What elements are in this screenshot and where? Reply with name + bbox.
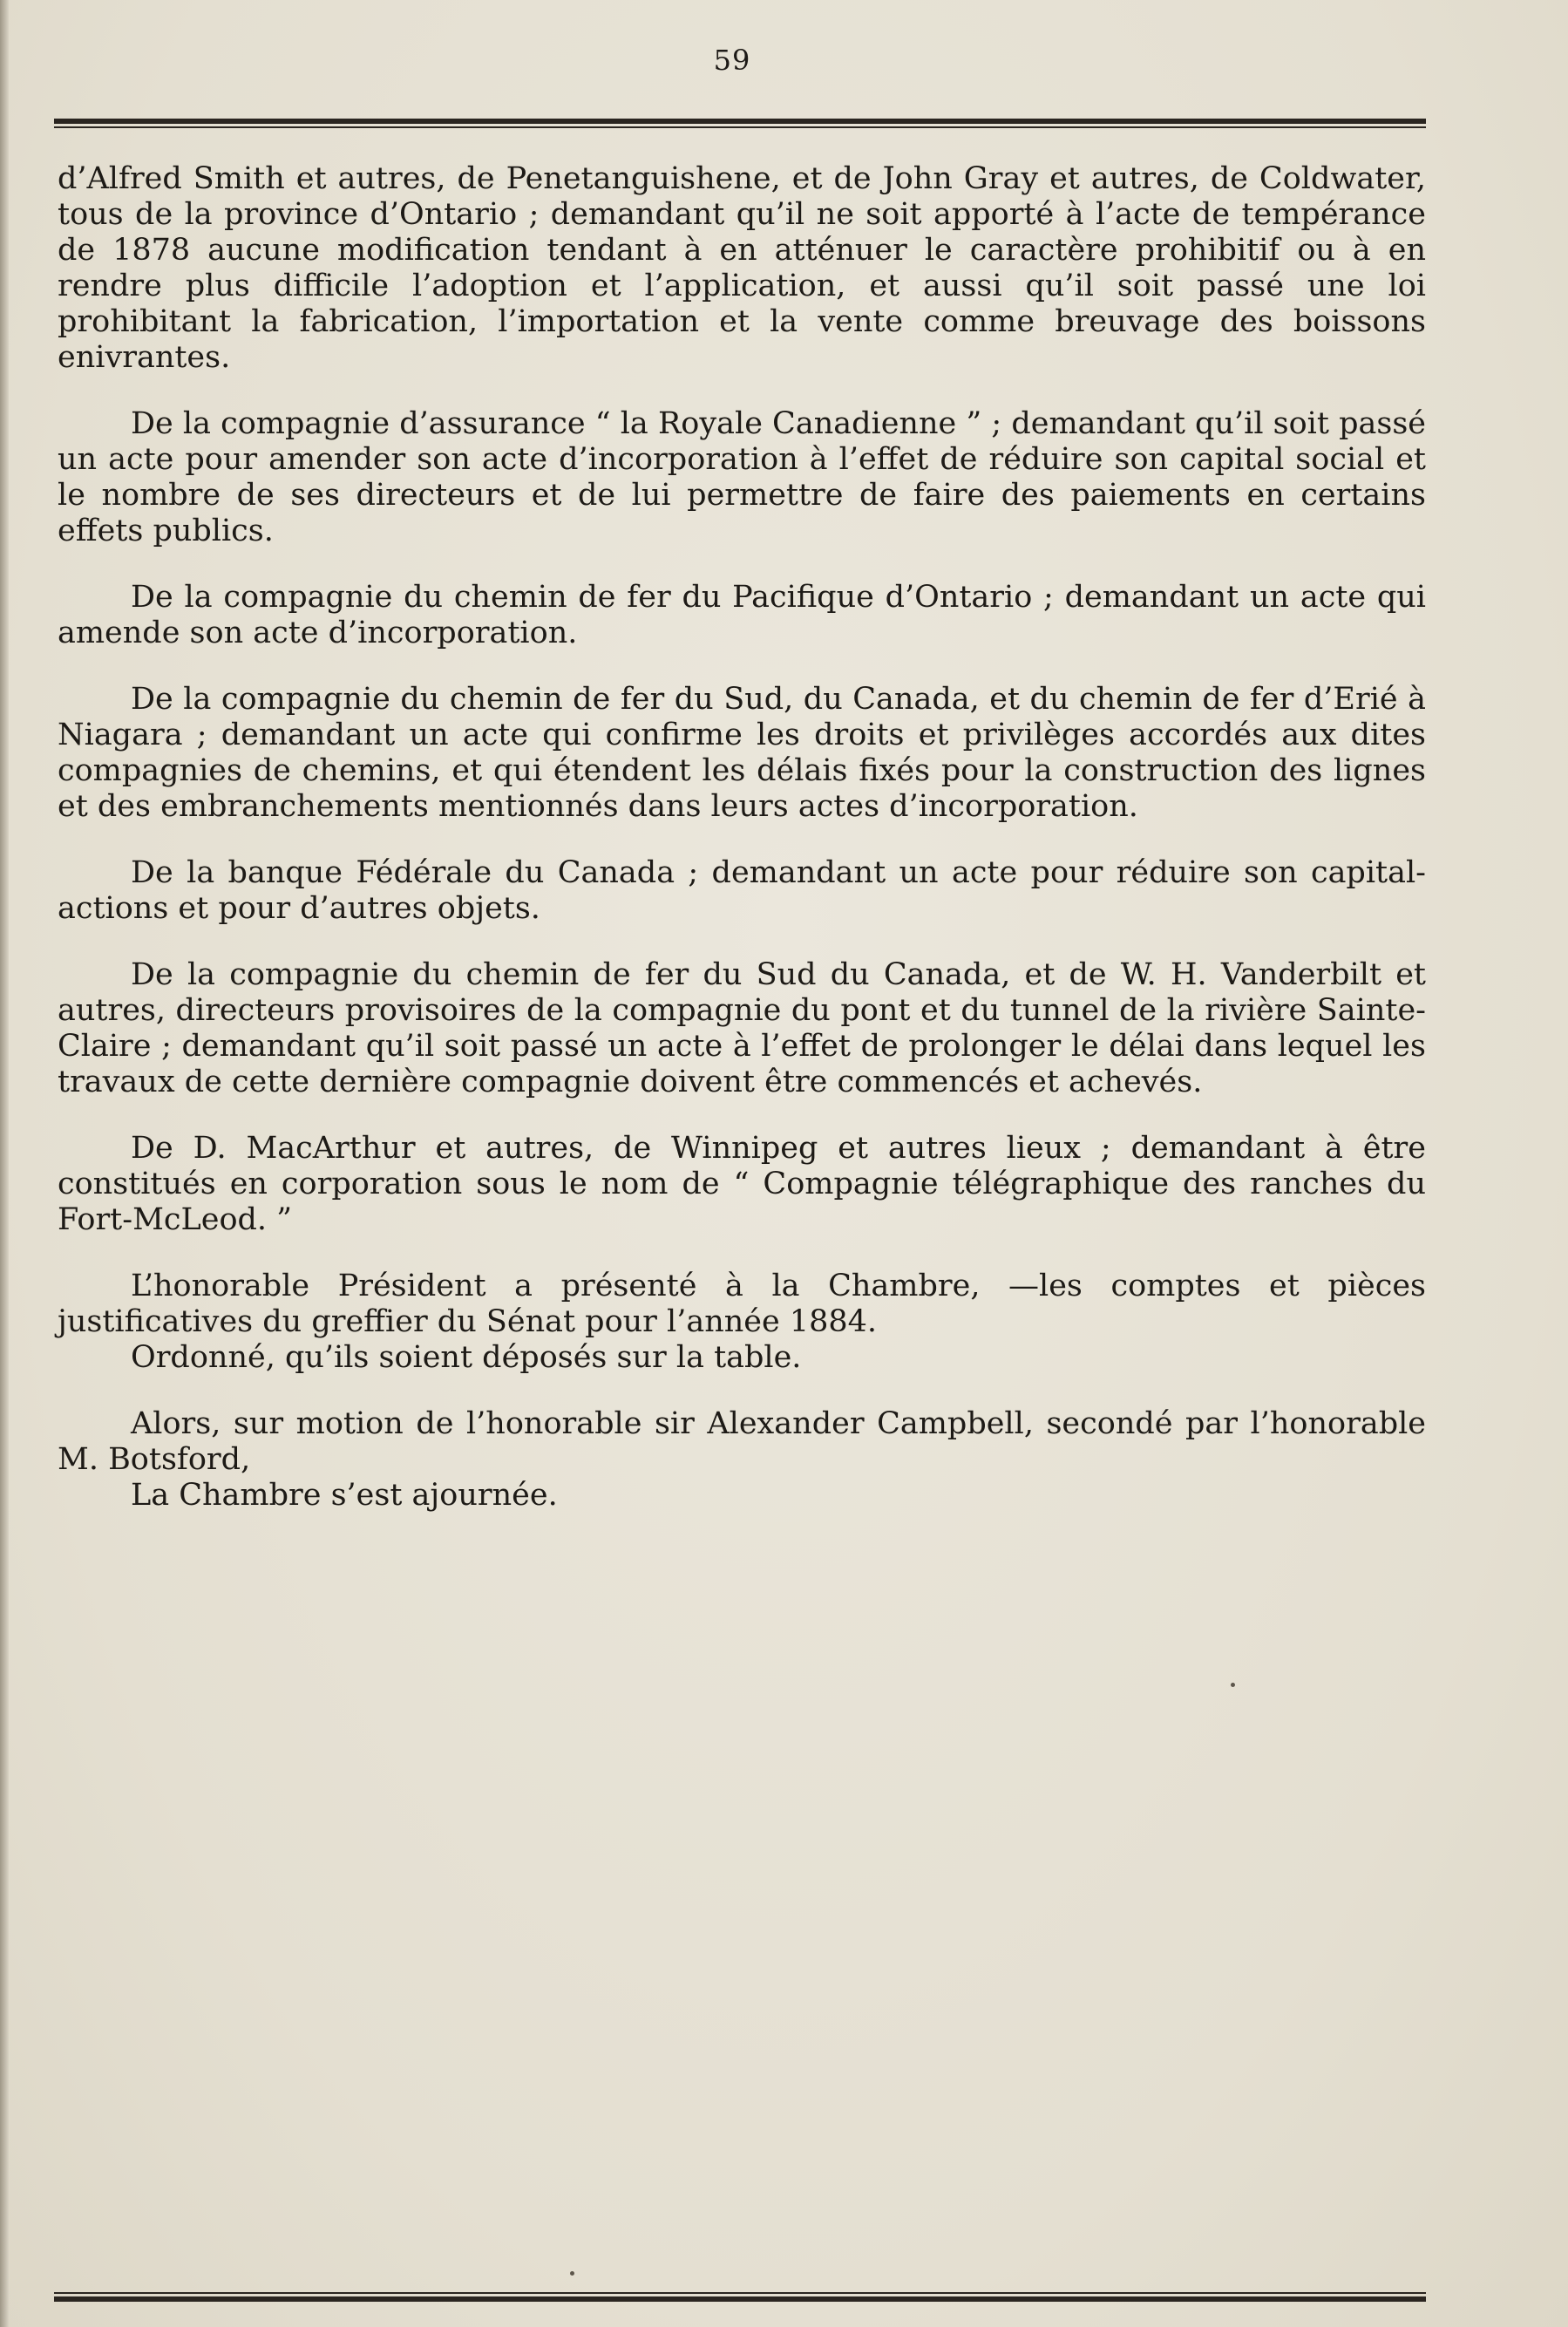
paper-speck (1231, 1683, 1235, 1687)
header-rule (54, 119, 1426, 128)
footer-rule (54, 2292, 1426, 2302)
paragraph-chemin-fer-sud: De la compagnie du chemin de fer du Sud, du Canada, et du chemin de fer d’Erié à Niagara ; demandant un acte qui confirme les droits et privilèges accordés aux dites compagnies de chemins, et qui étendent les délais fixés pour la construction des lignes et des embranchements mentionnés dans leurs actes d’incorporation. (58, 682, 1426, 824)
header-rule-thick (54, 119, 1426, 124)
paragraph-chambre-ajournee: La Chambre s’est ajournée. (131, 1478, 558, 1513)
paragraph-pacifique-ontario: De la compagnie du chemin de fer du Pacifique d’Ontario ; demandant un acte qui amende son acte d’incorporation. (58, 580, 1426, 650)
body-text (58, 161, 1426, 1514)
paragraph-banque-federale: De la banque Fédérale du Canada ; demandant un acte pour réduire son capital-actions et pour d’autres objets. (58, 855, 1426, 926)
paragraph-petition-temperance: d’Alfred Smith et autres, de Penetanguishene, et de John Gray et autres, de Coldwater, tous de la province d’Ontario ; demandant qu’il ne soit apporté à l’acte de tempérance de 1878 aucune modification tendant à en atténuer le caractère prohibitif ou à en rendre plus difficile l’adoption et l’application, et aussi qu’il soit passé une loi prohibitant la fabrication, l’importation et la vente comme breuvage des boissons enivrantes. (58, 161, 1426, 375)
paragraph-ordonne: Ordonné, qu’ils soient déposés sur la table. (131, 1340, 802, 1375)
paragraph-tunnel-sainte-claire: De la compagnie du chemin de fer du Sud du Canada, et de W. H. Vanderbilt et autres, directeurs provisoires de la compagnie du pont et du tunnel de la rivière Sainte-Claire ; demandant qu’il soit passé un acte à l’effet de prolonger le délai dans lequel les travaux de cette dernière compagnie doivent être commencés et achevés. (58, 957, 1426, 1099)
page-number: 59 (713, 44, 751, 77)
paragraph-motion-campbell: Alors, sur motion de l’honorable sir Alexander Campbell, secondé par l’honorable M. Botsford, (58, 1406, 1426, 1477)
footer-rule-thick (54, 2296, 1426, 2302)
paragraph-president-comptes: L’honorable Président a présenté à la Chambre, —les comptes et pièces justificatives du greffier du Sénat pour l’année 1884. (58, 1269, 1426, 1339)
footer-rule-thin (54, 2292, 1426, 2294)
paragraph-royale-canadienne: De la compagnie d’assurance “ la Royale Canadienne ” ; demandant qu’il soit passé un acte pour amender son acte d’incorporation à l’effet de réduire son capital social et le nombre de ses directeurs et de lui permettre de faire des paiements en certains effets publics. (58, 406, 1426, 548)
header-rule-thin (54, 126, 1426, 128)
paragraph-telegraphique-ranches: De D. MacArthur et autres, de Winnipeg et autres lieux ; demandant à être constitués en corporation sous le nom de “ Compagnie télégraphique des ranches du Fort-McLeod. ” (58, 1131, 1426, 1237)
paper-speck (570, 2271, 574, 2276)
page-edge-shadow (0, 0, 9, 2327)
